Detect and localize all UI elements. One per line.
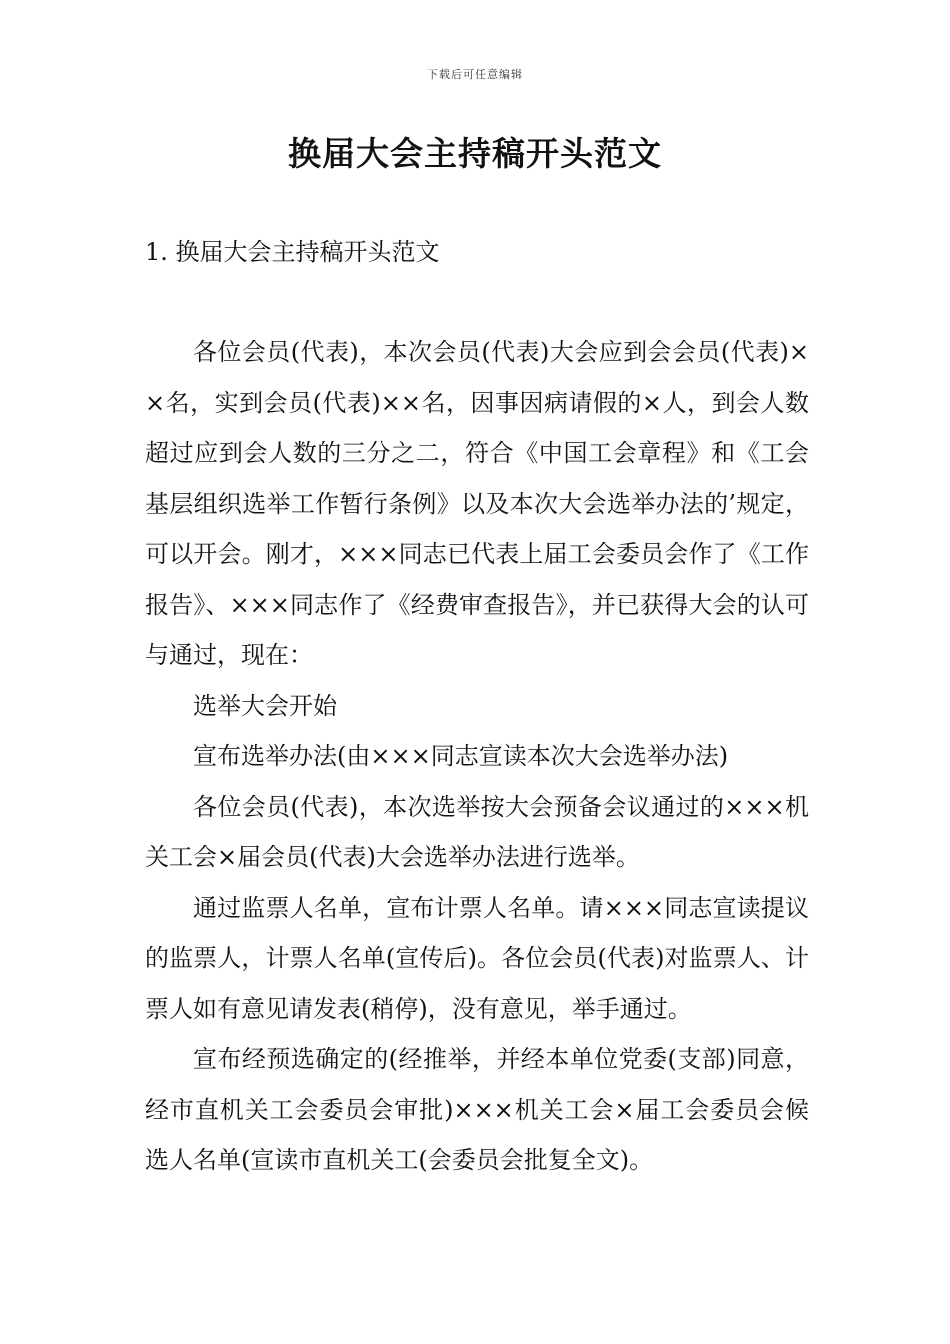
- paragraph-attendance: 各位会员(代表)，本次会员(代表)大会应到会会员(代表)××名，实到会员(代表)××名，因事因病请假的×人，到会人数超过应到会人数的三分之二，符合《中国工会章程》和《工会基层组织选举工作暂行条例》以及本次大会选举办法的’规定，可以开会。刚才，×××同志已代表上届工会委员会作了《工作报告》、×××同志作了《经费审查报告》，并已获得大会的认可与通过，现在：: [145, 338, 809, 669]
- document-title: 换届大会主持稿开头范文: [288, 134, 662, 173]
- header-note: 下载后可任意编辑: [427, 68, 523, 81]
- section-heading: 1. 换届大会主持稿开头范文: [145, 238, 440, 266]
- paragraph-scrutineers: 通过监票人名单，宣布计票人名单。请×××同志宣读提议的监票人，计票人名单(宣传后)。各位会员(代表)对监票人、计票人如有意见请发表(稍停)，没有意见，举手通过。: [145, 893, 809, 1023]
- paragraph-election-method: 宣布选举办法(由×××同志宣读本次大会选举办法): [193, 742, 729, 770]
- document-body: [145, 327, 809, 1186]
- paragraph-election-rules: 各位会员(代表)，本次选举按大会预备会议通过的×××机关工会×届会员(代表)大会选举办法进行选举。: [145, 792, 809, 871]
- paragraph-candidates: 宣布经预选确定的(经推举，并经本单位党委(支部)同意，经市直机关工会委员会审批)×××机关工会×届工会委员会候选人名单(宣读市直机关工(会委员会批复全文)。: [145, 1045, 809, 1174]
- paragraph-election-start: 选举大会开始: [193, 691, 337, 720]
